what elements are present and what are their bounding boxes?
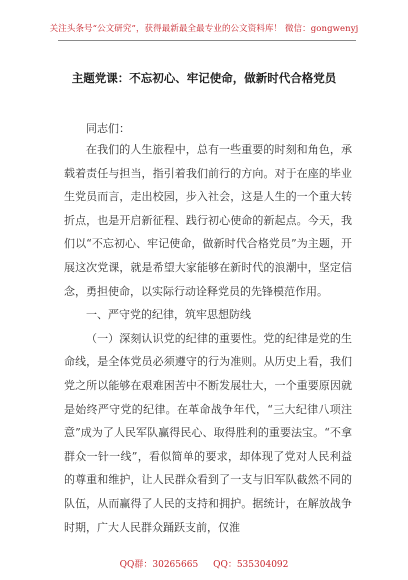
footer-contact [0, 557, 408, 570]
intro-paragraph: 在我们的人生旅程中，总有一些重要的时刻和角色，承载着责任与担当，指引着我们前行的方向。对于在座的毕业生党员而言，走出校园，步入社会，这是人生的一个重大转折点，也是开启新征程、践行初心使命的新起点。今天，我们以“不忘初心、牢记使命，做新时代合格党员”为主题，开展这次党课，就是希望大家能够在新时代的浪潮中，坚定信念，勇担使命，以实际行动诠释党员的先锋模范作用。 [64, 143, 352, 298]
section-heading: 一、严守党的纪律，筑牢思想防线 [86, 308, 251, 322]
header-banner: 关注头条号“公文研究”，获得最新最全最专业的公文资料库！ 微信：gongwenyj [49, 24, 359, 34]
header-divider [58, 40, 356, 41]
document-body [64, 138, 352, 539]
subsection-paragraph: （一）深刻认识党的纪律的重要性。党的纪律是党的生命线，是全体党员必须遵守的行为准则。从历史上看，我们党之所以能够在艰难困苦中不断发展壮大，一个重要原因就是始终严守党的纪律。在革命战争年代，“三大纪律八项注意”成为了人民军队赢得民心、取得胜利的重要法宝。“不拿群众一针一线”，看似简单的要求，却体现了党对人民利益的尊重和维护，让人民群众看到了一支与旧军队截然不同的队伍，从而赢得了人民的支持和拥护。据统计，在解放战争时期，广大人民群众踊跃支前，仅淮 [64, 331, 352, 534]
document-title: 主题党课：不忘初心、牢记使命，做新时代合格党员 [71, 71, 337, 85]
salutation: 同志们： [86, 122, 130, 135]
footer-qq: QQ：535304092 [213, 560, 289, 570]
footer-qq-group: QQ群：30265665 [119, 560, 199, 570]
